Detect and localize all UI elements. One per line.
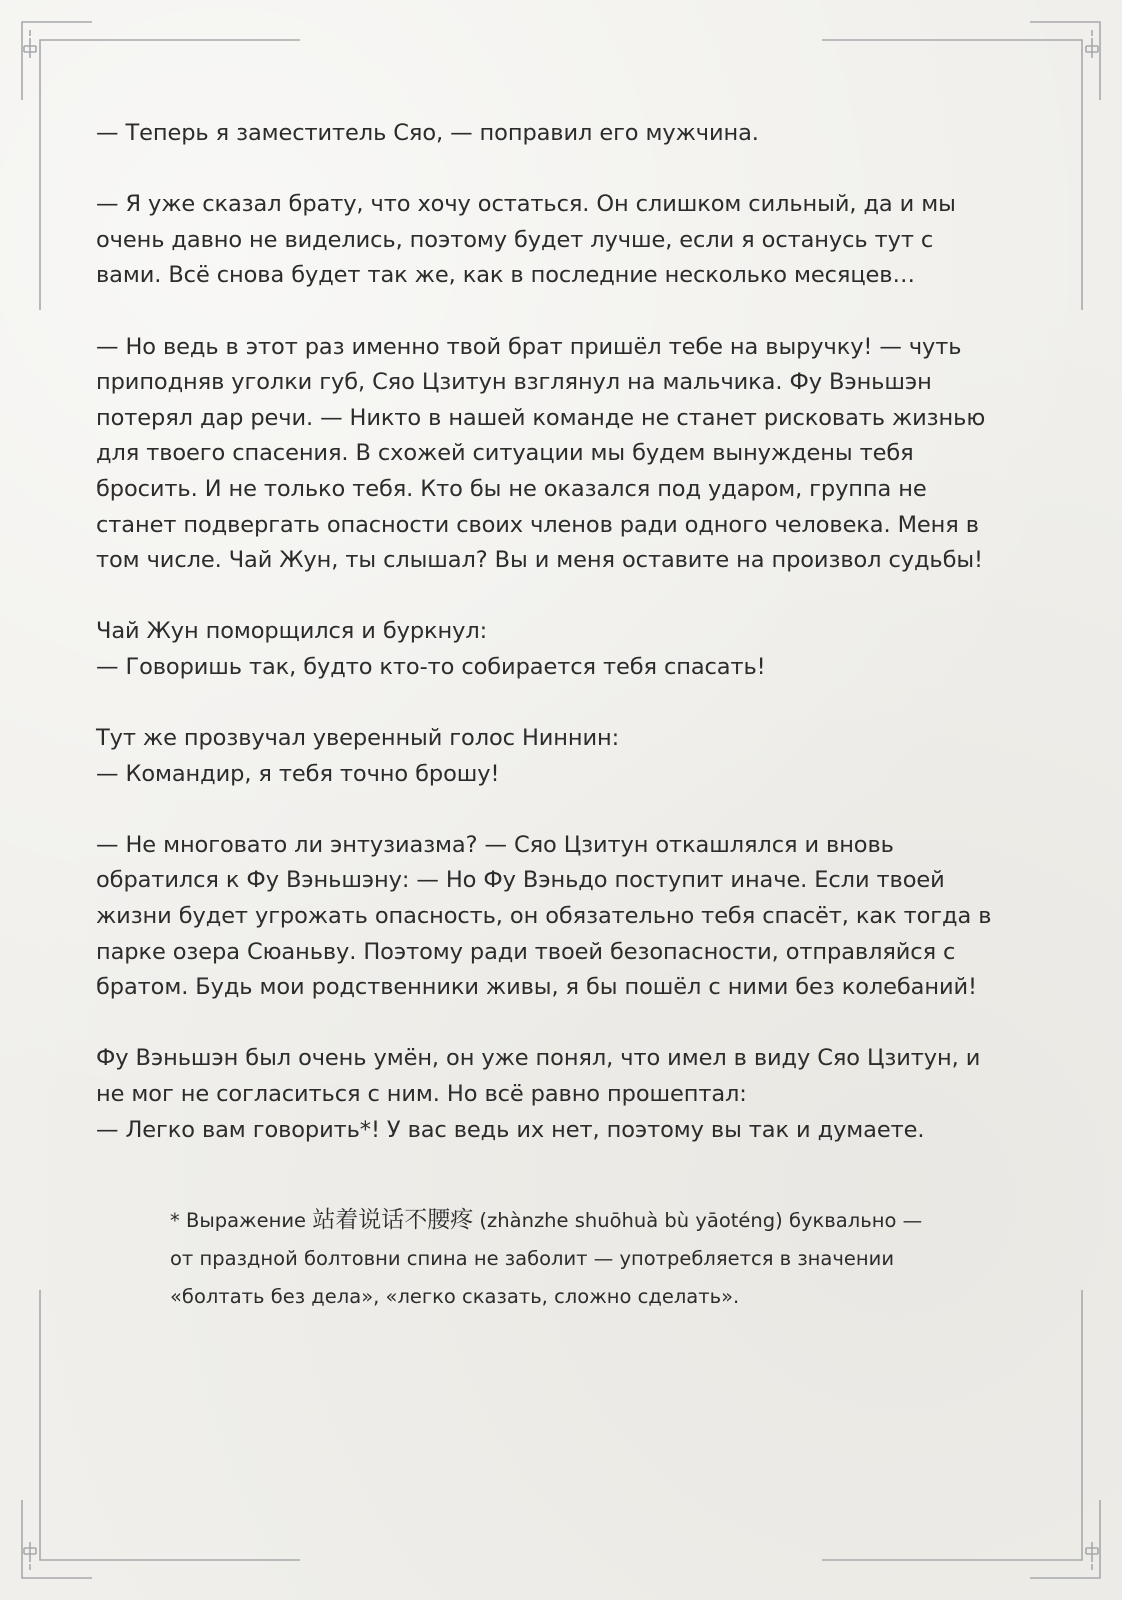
footnote-line-1: [170, 1201, 1020, 1240]
text-line: очень давно не виделись, поэтому будет лучше, если я останусь тут с: [96, 226, 934, 253]
footnote: [170, 1201, 1020, 1316]
text-line: вами. Всё снова будет так же, как в последние несколько месяцев…: [96, 262, 915, 289]
paragraph-7: [96, 1041, 1026, 1148]
paragraph-2: [96, 187, 1026, 294]
text-line: не мог не согласиться с ним. Но всё равно прошептал:: [96, 1081, 747, 1108]
text-line: — Не многовато ли энтузиазма? — Сяо Цзитун откашлялся и вновь: [96, 831, 894, 858]
text-line: бросить. И не только тебя. Кто бы не оказался под ударом, группа не: [96, 475, 927, 502]
text-line: приподняв уголки губ, Сяо Цзитун взглянул на мальчика. Фу Вэньшэн: [96, 369, 932, 396]
text-line: парке озера Сюаньву. Поэтому ради твоей безопасности, отправляйся с: [96, 938, 956, 965]
paragraph-5: [96, 721, 1026, 792]
text-line: станет подвергать опасности своих членов ради одного человека. Меня в: [96, 511, 979, 538]
text-line: обратился к Фу Вэньшэну: — Но Фу Вэньдо поступит иначе. Если твоей: [96, 867, 945, 894]
text-line: — Командир, я тебя точно брошу!: [96, 760, 500, 787]
paragraph-3: [96, 330, 1026, 579]
text-line: Фу Вэньшэн был очень умён, он уже понял, что имел в виду Сяо Цзитун, и: [96, 1045, 981, 1072]
paragraph-4: [96, 614, 1026, 685]
footnote-line-2: от праздной болтовни спина не заболит — употребляется в значении: [170, 1247, 894, 1270]
paragraph-6: [96, 828, 1026, 1006]
text-line: — Но ведь в этот раз именно твой брат пришёл тебе на выручку! — чуть: [96, 333, 962, 360]
footnote-hanzi: 站着说话不腰疼: [312, 1207, 474, 1233]
footnote-line-3: «болтать без дела», «легко сказать, сложно сделать».: [170, 1285, 740, 1308]
paragraph-1: [96, 116, 1026, 152]
text-line: потерял дар речи. — Никто в нашей команде не станет рисковать жизнью: [96, 404, 986, 431]
text-line: Чай Жун поморщился и буркнул:: [96, 618, 488, 645]
footnote-pinyin-gloss: (zhànzhe shuōhuà bù yāoténg) буквально —: [473, 1209, 923, 1232]
text-line: — Легко вам говорить*! У вас ведь их нет, поэтому вы так и думаете.: [96, 1116, 925, 1143]
footnote-prefix: * Выражение: [170, 1209, 313, 1232]
text-line: братом. Будь мои родственники живы, я бы пошёл с ними без колебаний!: [96, 974, 977, 1001]
main-text: [96, 116, 1026, 1184]
text-line: том числе. Чай Жун, ты слышал? Вы и меня оставите на произвол судьбы!: [96, 547, 983, 574]
text-line: — Говоришь так, будто кто-то собирается тебя спасать!: [96, 653, 766, 680]
text-line: — Теперь я заместитель Сяо, — поправил его мужчина.: [96, 120, 759, 146]
text-line: Тут же прозвучал уверенный голос Ниннин:: [96, 725, 620, 752]
text-line: для твоего спасения. В схожей ситуации мы будем вынуждены тебя: [96, 440, 914, 467]
text-line: жизни будет угрожать опасность, он обязательно тебя спасёт, как тогда в: [96, 903, 992, 930]
text-line: — Я уже сказал брату, что хочу остаться. Он слишком сильный, да и мы: [96, 191, 956, 218]
